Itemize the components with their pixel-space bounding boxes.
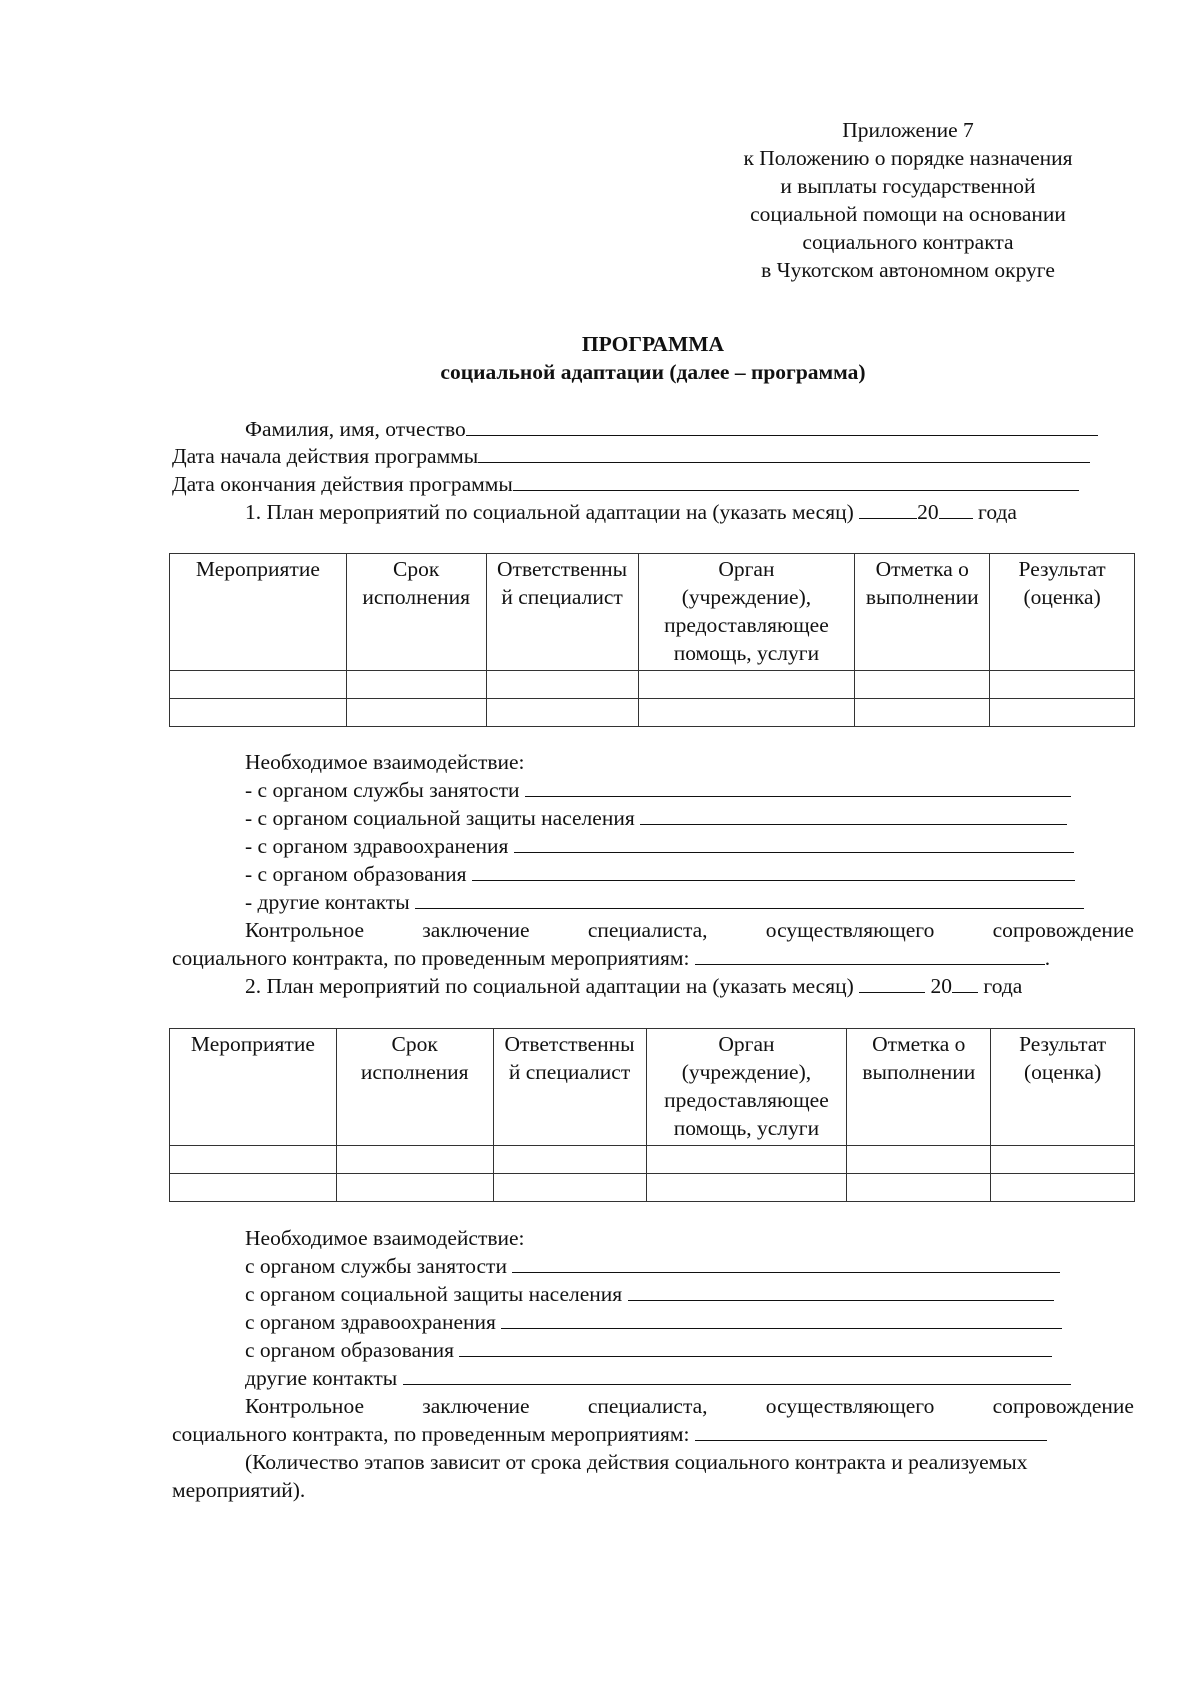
col-deadline: Срок исполнения [346,554,486,671]
interaction2-conclusion-line2: социального контракта, по проведенным мероприятиям: [172,1420,1047,1448]
plan2-month-blank[interactable] [859,972,925,993]
interaction-label: с органом службы занятости [245,1254,507,1278]
footnote-line1: (Количество этапов зависит от срока действия социального контракта и реализуемых [245,1450,1028,1474]
table-cell[interactable] [486,699,638,727]
conclusion-blank[interactable] [695,944,1045,965]
table-row [170,1174,1135,1202]
col-completion-mark: Отметка о выполнении [855,554,990,671]
interaction-label: с органом образования [245,1338,455,1362]
col-completion-mark: Отметка о выполнении [847,1029,991,1146]
table-cell[interactable] [346,671,486,699]
interaction-label: другие контакты [245,1366,398,1390]
table-cell[interactable] [638,671,855,699]
interaction-blank[interactable] [501,1308,1062,1329]
interaction-blank[interactable] [514,832,1074,853]
table-cell[interactable] [493,1174,646,1202]
interaction-blank[interactable] [459,1336,1052,1357]
table-cell[interactable] [646,1146,847,1174]
interaction2-conclusion-line1: Контрольное заключение специалиста, осуществляющего сопровождение [245,1394,1134,1418]
table-cell[interactable] [170,671,347,699]
start-date-blank[interactable] [478,442,1090,463]
col-responsible: Ответственны й специалист [486,554,638,671]
col-result: Результат (оценка) [990,554,1135,671]
table-cell[interactable] [170,1174,337,1202]
table-cell[interactable] [336,1174,493,1202]
interaction1-conclusion-line1: Контрольное заключение специалиста, осуществляющего сопровождение [245,918,1134,942]
table-row [170,1146,1135,1174]
interaction-label: с органом социальной защиты населения [245,1282,623,1306]
start-date-label: Дата начала действия программы [172,444,479,468]
plan1-year-suffix: года [978,500,1017,524]
interaction-blank[interactable] [472,860,1075,881]
table-cell[interactable] [486,671,638,699]
table-cell[interactable] [170,699,347,727]
header-line: социальной помощи на основании [750,202,1066,226]
plan1-year-prefix: 20 [917,500,939,524]
table-cell[interactable] [646,1174,847,1202]
interaction-label: - с органом здравоохранения [245,834,509,858]
table-cell[interactable] [990,699,1135,727]
appendix-header [708,116,1108,284]
table-header-row [170,554,1135,671]
interaction2-employment-row [245,1252,1060,1280]
interaction2-title: Необходимое взаимодействие: [245,1226,525,1250]
table-cell[interactable] [493,1146,646,1174]
end-date-row [172,470,1079,498]
interaction2-social-row [245,1280,1054,1308]
header-line: в Чукотском автономном округе [761,258,1055,282]
interaction-blank[interactable] [525,776,1071,797]
interaction2-health-row [245,1308,1062,1336]
plan2-year-suffix: года [983,974,1023,998]
plan2-table [169,1028,1135,1202]
table-row [170,699,1135,727]
plan2-heading-text: 2. План мероприятий по социальной адаптации на (указать месяц) [245,974,854,998]
plan2-year-prefix: 20 [930,974,953,998]
interaction1-social-row [245,804,1067,832]
table-cell[interactable] [855,671,990,699]
plan1-heading [245,498,1017,526]
document-subtitle: социальной адаптации (далее – программа) [440,360,866,384]
col-agency: Орган (учреждение), предоставляющее помощь, услуги [638,554,855,671]
interaction-blank[interactable] [628,1280,1054,1301]
interaction1-title: Необходимое взаимодействие: [245,750,525,774]
table-cell[interactable] [990,671,1135,699]
table-cell[interactable] [991,1146,1135,1174]
plan2-year-blank[interactable] [952,972,978,993]
col-agency: Орган (учреждение), предоставляющее помощь, услуги [646,1029,847,1146]
end-date-label: Дата окончания действия программы [172,472,513,496]
interaction1-employment-row [245,776,1071,804]
table-row [170,671,1135,699]
interaction1-health-row [245,832,1074,860]
plan1-year-blank[interactable] [939,498,973,519]
table-cell[interactable] [855,699,990,727]
table-cell[interactable] [847,1174,991,1202]
interaction-label: - с органом образования [245,862,467,886]
plan1-heading-text: 1. План мероприятий по социальной адаптации на (указать месяц) [245,500,854,524]
table-cell[interactable] [346,699,486,727]
col-result: Результат (оценка) [991,1029,1135,1146]
header-line: к Положению о порядке назначения [743,146,1073,170]
interaction1-conclusion-line2: социального контракта, по проведенным мероприятиям: . [172,946,1051,970]
table-cell[interactable] [170,1146,337,1174]
table-cell[interactable] [847,1146,991,1174]
end-date-blank[interactable] [513,470,1079,491]
interaction1-education-row [245,860,1075,888]
footnote-line2: мероприятий). [172,1478,306,1502]
interaction2-other-row [245,1364,1071,1392]
col-activity: Мероприятие [170,1029,337,1146]
header-line: социального контракта [802,230,1014,254]
document-title: ПРОГРАММА [581,332,725,356]
interaction-label: - другие контакты [245,890,410,914]
col-deadline: Срок исполнения [336,1029,493,1146]
table-header-row [170,1029,1135,1146]
fio-blank[interactable] [466,415,1098,436]
interaction1-other-row [245,888,1084,916]
fio-field-row [245,415,1098,443]
plan1-month-blank[interactable] [859,498,917,519]
table-cell[interactable] [638,699,855,727]
interaction-label: - с органом социальной защиты населения [245,806,635,830]
col-activity: Мероприятие [170,554,347,671]
table-cell[interactable] [991,1174,1135,1202]
interaction-blank[interactable] [512,1252,1060,1273]
plan2-heading [245,972,1022,1000]
interaction-label: - с органом службы занятости [245,778,520,802]
header-line: и выплаты государственной [780,174,1036,198]
conclusion-blank[interactable] [695,1420,1047,1441]
interaction-blank[interactable] [415,888,1084,909]
table-cell[interactable] [336,1146,493,1174]
plan1-table [169,553,1135,727]
fio-label: Фамилия, имя, отчество [245,417,466,441]
header-line: Приложение 7 [842,118,974,142]
interaction2-education-row [245,1336,1052,1364]
interaction-blank[interactable] [640,804,1067,825]
col-responsible: Ответственны й специалист [493,1029,646,1146]
interaction-blank[interactable] [403,1364,1071,1385]
interaction-label: с органом здравоохранения [245,1310,496,1334]
start-date-row [172,442,1090,470]
